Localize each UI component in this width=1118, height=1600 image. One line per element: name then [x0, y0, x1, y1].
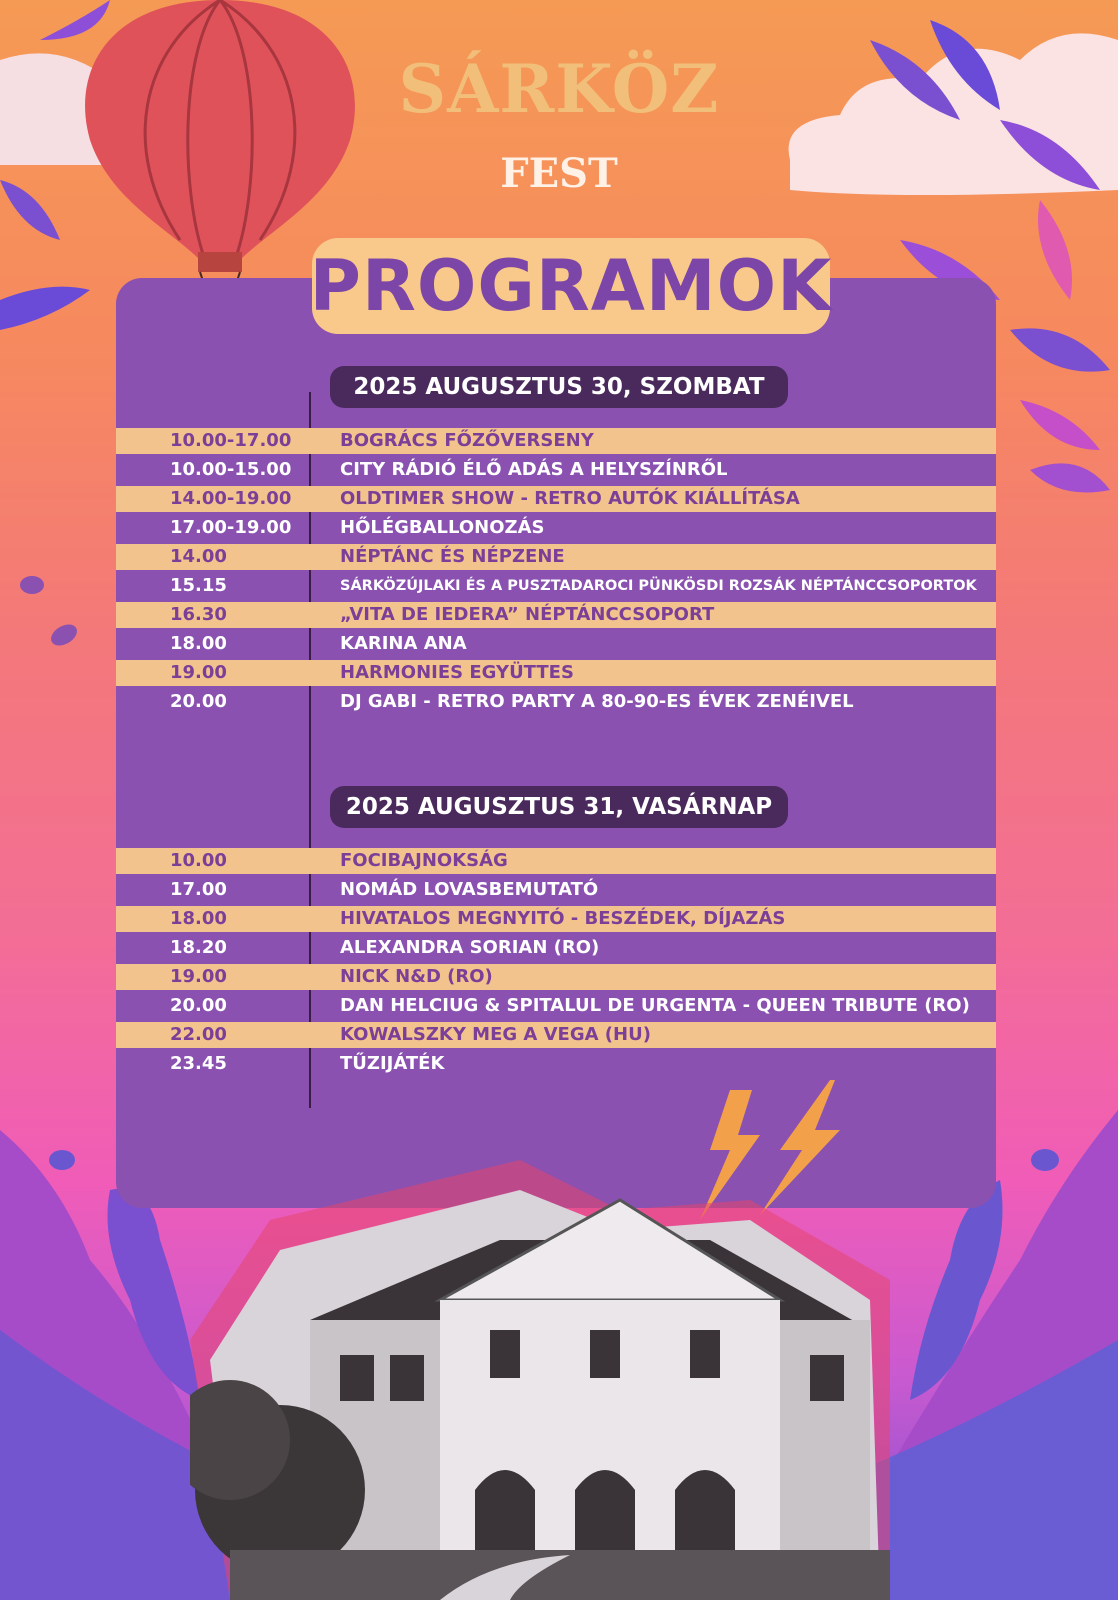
event-name: DJ GABI - RETRO PARTY A 80-90-ES ÉVEK ZENÉIVEL — [340, 691, 854, 712]
event-time: 14.00-19.00 — [170, 488, 292, 509]
schedule-row — [116, 457, 996, 483]
event-name: BOGRÁCS FŐZŐVERSENY — [340, 430, 594, 451]
schedule-row — [116, 544, 996, 570]
event-name: NÉPTÁNC ÉS NÉPZENE — [340, 546, 565, 567]
event-name: HARMONIES EGYÜTTES — [340, 662, 574, 683]
day-heading-saturday: 2025 AUGUSZTUS 30, SZOMBAT — [330, 366, 788, 408]
schedule-row — [116, 486, 996, 512]
event-time: 17.00-19.00 — [170, 517, 292, 538]
event-name: DAN HELCIUG & SPITALUL DE URGENTA - QUEEN TRIBUTE (RO) — [340, 995, 970, 1016]
dot-decoration — [1031, 1149, 1059, 1171]
event-time: 10.00 — [170, 850, 227, 871]
event-time: 19.00 — [170, 662, 227, 683]
event-name: KARINA ANA — [340, 633, 467, 654]
event-name: OLDTIMER SHOW - RETRO AUTÓK KIÁLLÍTÁSA — [340, 488, 800, 509]
dot-decoration — [20, 576, 44, 594]
schedule-row — [116, 993, 996, 1019]
festival-logo-line1: SÁRKÖZ — [398, 50, 720, 128]
event-name: NICK N&D (RO) — [340, 966, 493, 987]
event-time: 15.15 — [170, 575, 227, 596]
mansion-image — [190, 1160, 910, 1600]
page-title: PROGRAMOK — [309, 245, 833, 327]
event-name: SÁRKÖZÚJLAKI ÉS A PUSZTADAROCI PÜNKÖSDI ROZSÁK NÉPTÁNCCSOPORTOK — [340, 578, 977, 594]
event-time: 17.00 — [170, 879, 227, 900]
schedule-row — [116, 877, 996, 903]
event-name: FOCIBAJNOKSÁG — [340, 850, 508, 871]
event-name: HŐLÉGBALLONOZÁS — [340, 517, 545, 538]
event-name: HIVATALOS MEGNYITÓ - BESZÉDEK, DÍJAZÁS — [340, 908, 786, 929]
event-time: 16.30 — [170, 604, 227, 625]
title-pill — [309, 238, 833, 334]
event-time: 19.00 — [170, 966, 227, 987]
event-time: 14.00 — [170, 546, 227, 567]
event-name: ALEXANDRA SORIAN (RO) — [340, 937, 600, 958]
event-name: CITY RÁDIÓ ÉLŐ ADÁS A HELYSZÍNRŐL — [340, 459, 728, 480]
schedule-row — [116, 631, 996, 657]
festival-logo-line2: FEST — [500, 150, 618, 197]
schedule-row — [116, 573, 996, 599]
event-name: „VITA DE IEDERA” NÉPTÁNCCSOPORT — [340, 604, 715, 625]
schedule-row — [116, 964, 996, 990]
schedule-row — [116, 906, 996, 932]
event-name: TŰZIJÁTÉK — [340, 1053, 445, 1074]
event-name: NOMÁD LOVASBEMUTATÓ — [340, 879, 599, 900]
schedule-row — [116, 602, 996, 628]
schedule-row — [116, 428, 996, 454]
day-heading-sunday: 2025 AUGUSZTUS 31, VASÁRNAP — [330, 786, 788, 828]
event-time: 20.00 — [170, 691, 227, 712]
event-name: KOWALSZKY MEG A VEGA (HU) — [340, 1024, 651, 1045]
event-time: 22.00 — [170, 1024, 227, 1045]
event-time: 23.45 — [170, 1053, 227, 1074]
schedule-row — [116, 848, 996, 874]
event-time: 18.00 — [170, 908, 227, 929]
schedule-row — [116, 515, 996, 541]
schedule-row — [116, 660, 996, 686]
event-time: 18.00 — [170, 633, 227, 654]
event-time: 10.00-15.00 — [170, 459, 292, 480]
schedule-row — [116, 935, 996, 961]
event-time: 20.00 — [170, 995, 227, 1016]
schedule-row — [116, 1051, 996, 1077]
dot-decoration — [49, 1150, 75, 1170]
event-time: 10.00-17.00 — [170, 430, 292, 451]
schedule-row — [116, 689, 996, 715]
dot-decoration — [47, 620, 80, 650]
schedule-row — [116, 1022, 996, 1048]
event-time: 18.20 — [170, 937, 227, 958]
